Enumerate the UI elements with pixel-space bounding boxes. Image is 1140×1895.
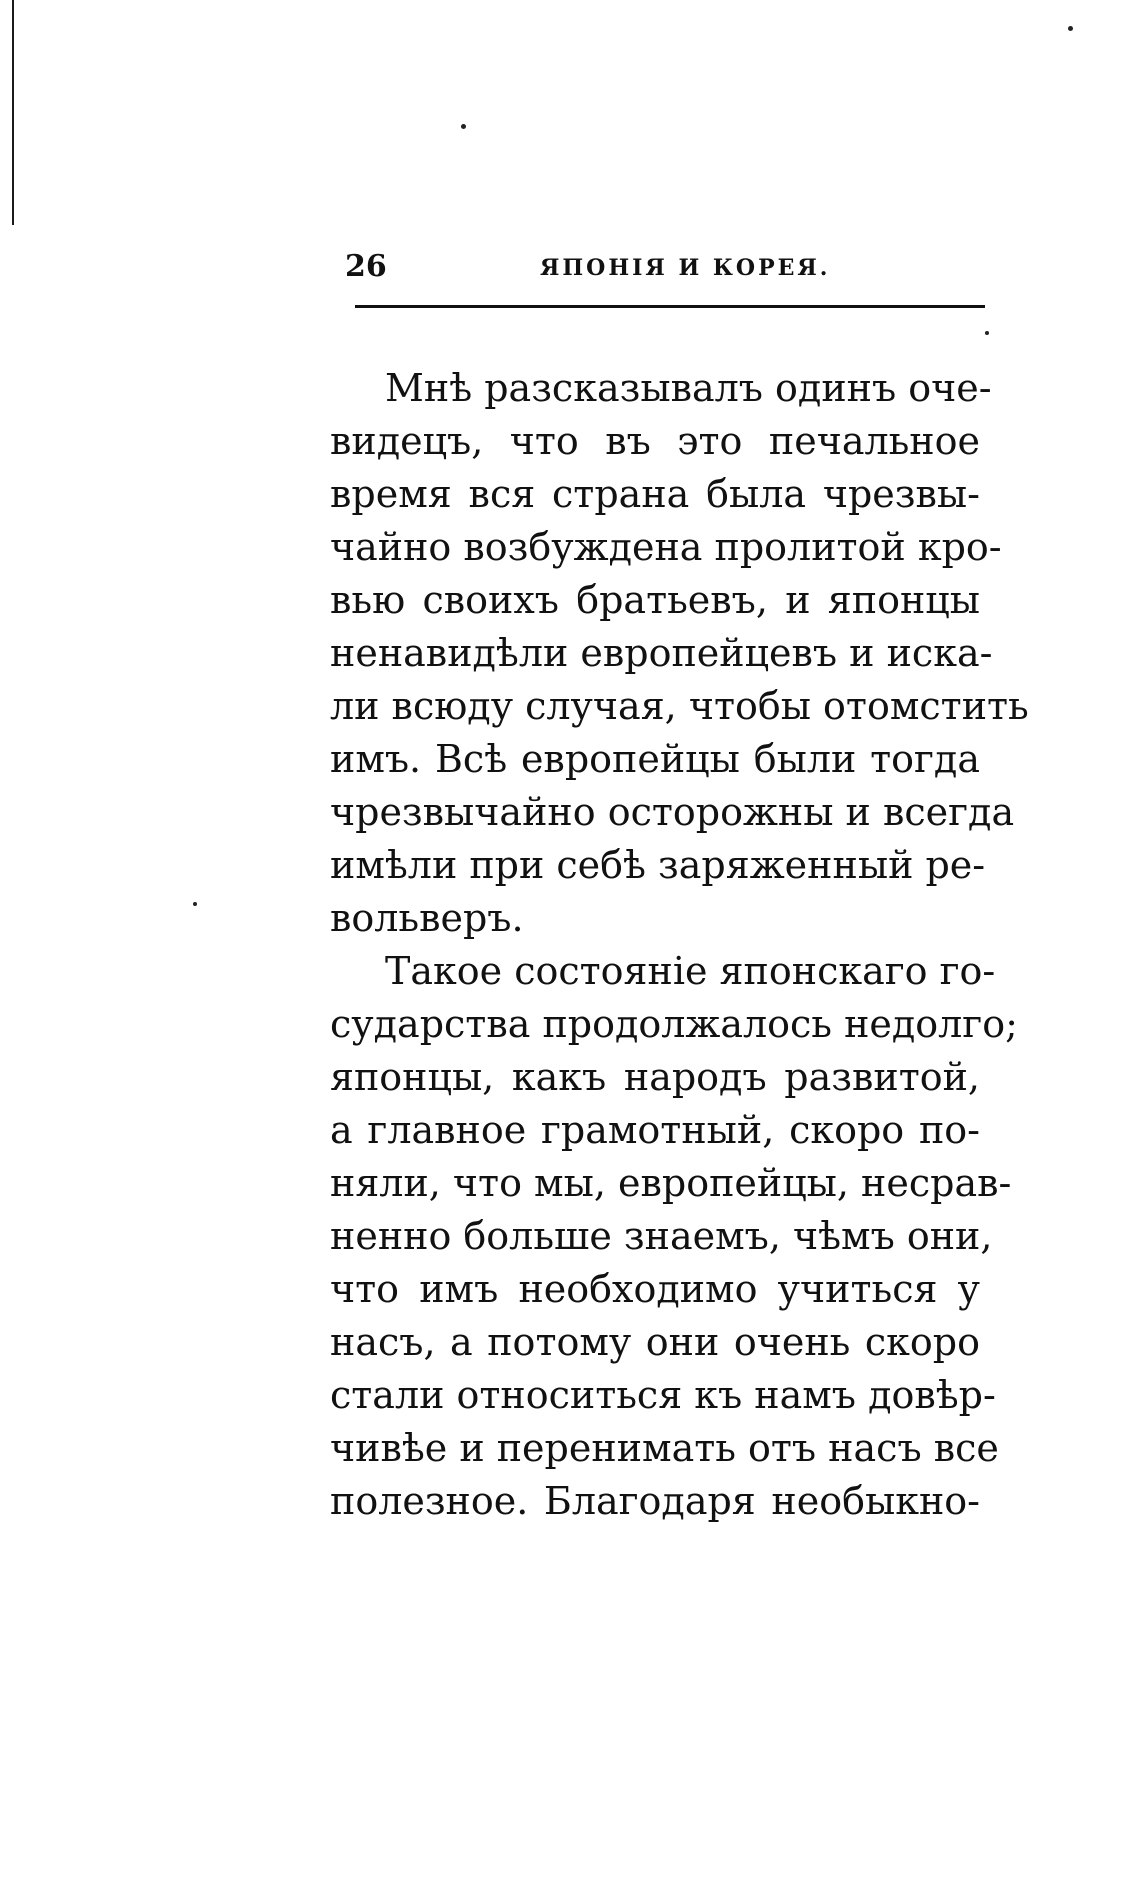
body-text bbox=[330, 362, 1029, 1528]
page-header bbox=[345, 246, 990, 288]
header-divider bbox=[355, 305, 985, 308]
scan-speck bbox=[461, 124, 466, 129]
text-line: насъ, а потому они очень скоро bbox=[330, 1320, 980, 1364]
running-title: ЯПОНІЯ И КОРЕЯ. bbox=[540, 255, 831, 281]
text-line: Мнѣ разсказывалъ одинъ оче- bbox=[385, 366, 992, 410]
scan-speck bbox=[985, 331, 989, 335]
scan-speck bbox=[1068, 26, 1073, 31]
text-line: ненно больше знаемъ, чѣмъ они, bbox=[330, 1214, 993, 1258]
scan-speck bbox=[193, 902, 197, 906]
scan-edge-line bbox=[12, 0, 14, 225]
text-line: стали относиться къ намъ довѣр- bbox=[330, 1373, 996, 1417]
paragraph-1 bbox=[330, 362, 1029, 945]
text-line: сударства продолжалось недолго; bbox=[330, 1002, 1018, 1046]
text-line: вью своихъ братьевъ, и японцы bbox=[330, 578, 980, 622]
text-line: Такое состояніе японскаго го- bbox=[385, 949, 996, 993]
text-line: японцы, какъ народъ развитой, bbox=[330, 1055, 980, 1099]
text-line: ли всюду случая, чтобы отомстить bbox=[330, 684, 1029, 728]
text-line: полезное. Благодаря необыкно- bbox=[330, 1479, 980, 1523]
text-line: вольверъ. bbox=[330, 896, 524, 940]
text-line: чрезвычайно осторожны и всегда bbox=[330, 790, 1015, 834]
text-line: ненавидѣли европейцевъ и иска- bbox=[330, 631, 993, 675]
text-line: а главное грамотный, скоро по- bbox=[330, 1108, 980, 1152]
text-line: время вся страна была чрезвы- bbox=[330, 472, 980, 516]
text-line: няли, что мы, европейцы, несрав- bbox=[330, 1161, 1012, 1205]
paragraph-2 bbox=[330, 945, 1018, 1528]
page-number: 26 bbox=[345, 249, 387, 284]
text-line: видецъ, что въ это печальное bbox=[330, 419, 980, 463]
text-line: чайно возбуждена пролитой кро- bbox=[330, 525, 1002, 569]
text-line: имъ. Всѣ европейцы были тогда bbox=[330, 737, 980, 781]
text-line: имѣли при себѣ заряженный ре- bbox=[330, 843, 986, 887]
text-line: чивѣе и перенимать отъ насъ все bbox=[330, 1426, 999, 1470]
text-line: что имъ необходимо учиться у bbox=[330, 1267, 980, 1311]
